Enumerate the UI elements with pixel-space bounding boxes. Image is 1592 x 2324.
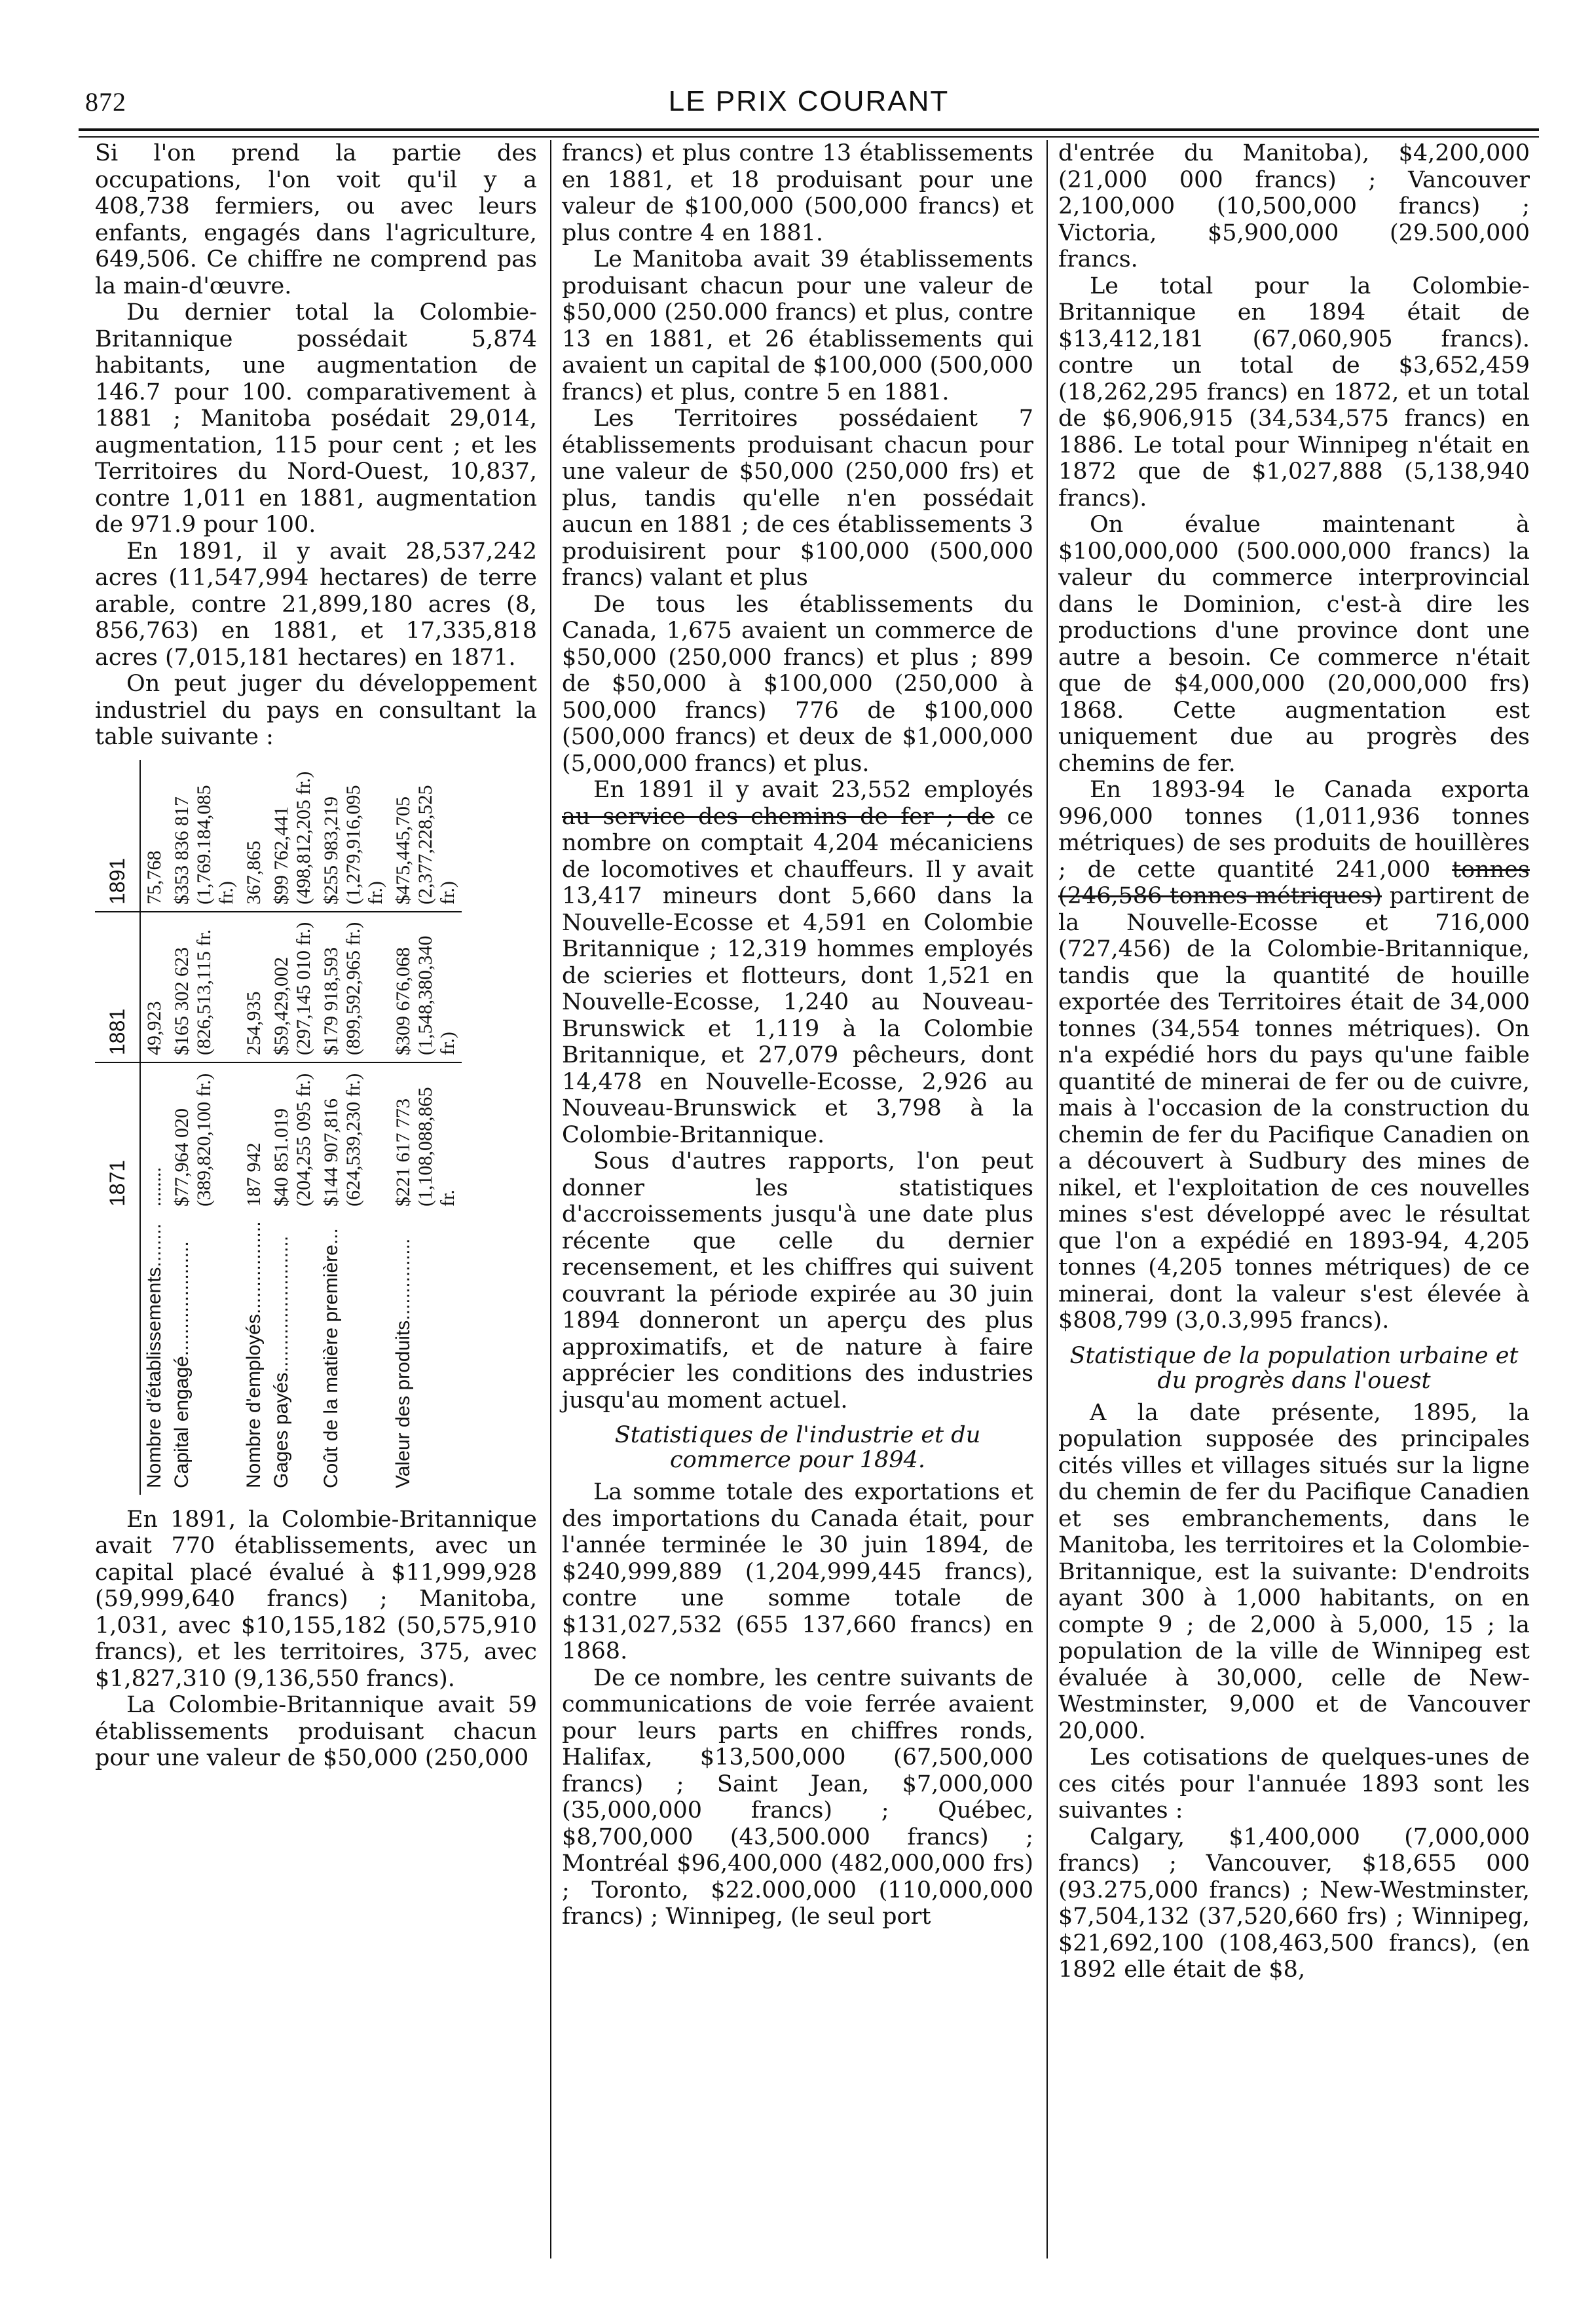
table-header-year: 1871: [95, 1062, 140, 1213]
table-row: [390, 760, 462, 1495]
paragraph: En 1891, la Colombie-Britannique avait 770 établissements, avec un capital placé évalué à $11,999,928 (59,999,640 francs) ; Manitoba, 1,031, avec $10,155,182 (50,575,910 francs), et les territoires, 375, avec $1,827,310 (9,136,550 francs).: [95, 1506, 537, 1692]
table-row-label: Nombre d'employés.................: [243, 1220, 265, 1488]
table-cell: $144 907,816 (624,539,230 fr.): [320, 1073, 364, 1207]
paragraph: En 1891, il y avait 28,537,242 acres (11,547,994 hectares) de terre arable, contre 21,899,180 acres (8, 856,763) en 1881, et 17,335,818 acres (7,015,181 hectares) en 1871.: [95, 538, 537, 671]
paragraph: Les Territoires possédaient 7 établissements produisant chacun pour une valeur de $50,000 (250,000 frs) et plus, tandis qu'elle n'en possédait aucun en 1881 ; de ces établissements 3 produisirent pour $100,000 (500,000 francs) valant et plus: [562, 405, 1033, 591]
table-header-row: [95, 760, 140, 1495]
paragraph: En 1891 il y avait 23,552 employés au service des chemins de fer ; de ce nombre on comptait 4,204 mécaniciens de locomotives et chauffeurs. Il y avait 13,417 mineurs dont 5,660 dans la Nouvelle-Ecosse et 4,591 en Colombie Britannique ; 12,319 hommes employés de scieries et flotteurs, dont 1,521 en Nouvelle-Ecosse, 1,240 au Nouveau-Brunswick et 1,119 à la Colombie Britannique, et 27,079 pêcheurs, dont 14,478 en Nouvelle-Ecosse, 2,926 au Nouveau-Brunswick et 3,798 à la Colombie-Britannique.: [562, 777, 1033, 1148]
header-rule: [79, 128, 1539, 131]
table-cell: 75,768: [140, 760, 168, 912]
table-cell: $221 617 773 (1,108,088,865 fr.: [392, 1087, 458, 1207]
page-number: 872: [85, 87, 126, 117]
paragraph: On peut juger du développement industriel du pays en consultant la table suivante :: [95, 671, 537, 750]
paragraph: Du dernier total la Colombie-Britannique possédait 5,874 habitants, une augmentation de 146.7 pour 100. comparativement à 1881 ; Manitoba posédait 29,014, augmentation, 115 pour cent ; et les Territoires du Nord-Ouest, 10,837, contre 1,011 en 1881, augmentation de 971.9 pour 100.: [95, 299, 537, 538]
struck-text: au service des chemins de fer ; de: [562, 803, 995, 830]
table-cell: 254,935: [240, 912, 268, 1062]
table-row-label: Valeur des produits...............: [392, 1238, 414, 1488]
header-rule-thin: [79, 136, 1539, 138]
paragraph: Calgary, $1,400,000 (7,000,000 francs) ; Vancouver, $18,655 000 (93.275,000 francs) ; New-Westminster, $7,504,132 (37,520,660 frs) ; Winnipeg, $21,692,100 (108,463,500 francs), (en 1892 elle était de $8,: [1058, 1824, 1530, 1983]
table-row: [240, 760, 268, 1495]
table-header-year: 1881: [95, 912, 140, 1062]
paragraph: On évalue maintenant à $100,000,000 (500.000,000 francs) la valeur du commerce interprovincial dans le Dominion, c'est-à dire les productions d'une province dont une autre a besoin. Ce commerce n'était que de $4,000,000 (20,000,000 frs) 1868. Cette augmentation est uniquement due au progrès des chemins de fer.: [1058, 512, 1530, 777]
paragraph: En 1893-94 le Canada exporta 996,000 tonnes (1,011,936 tonnes métriques) de ses produits de houillères ; de cette quantité 241,000 tonnes (246,586 tonnes métriques) partirent de la Nouvelle-Ecosse et 716,000 (727,456) de la Colombie-Britannique, tandis que la quantité de houille exportée des Territoires était de 34,000 tonnes (34,554 tonnes métriques). On n'a expédié hors du pays qu'une faible quantité de minerai de fer ou de cuivre, mais à l'occasion de la construction du chemin de fer du Pacifique Canadien on a découvert à Sudbury des mines de nikel, et l'exploitation de ces nouvelles mines s'est développé avec le résultat que l'on a expédié en 1893-94, 4,205 tonnes (4,205 tonnes métriques) de ce minerai, dont la valeur s'est élevée à $808,799 (3,0.3,995 francs).: [1058, 777, 1530, 1334]
table-cell: ........: [143, 1167, 165, 1207]
table-cell: $255 983,219 (1,279,916,095 fr.): [318, 760, 390, 912]
table-row: [168, 760, 240, 1495]
paragraph: d'entrée du Manitoba), $4,200,000 (21,000 000 francs) ; Vancouver 2,100,000 (10,500,000 francs) ; Victoria, $5,900,000 (29.500,000 francs.: [1058, 140, 1530, 272]
industry-table: [95, 760, 537, 1495]
table-cell: $353 836 817 (1,769.184,085 fr.): [168, 760, 240, 912]
paragraph: Si l'on prend la partie des occupations, l'on voit qu'il y a 408,738 fermiers, ou avec leurs enfants, engagés dans l'agriculture, 649,506. Ce chiffre ne comprend pas la main-d'œuvre.: [95, 140, 537, 299]
industry-table-rotated: [95, 760, 537, 1495]
table-cell: $179 918,593 (899,592,965 fr.): [318, 912, 390, 1062]
table-header-empty: [95, 1213, 140, 1495]
table-cell: $40 851.019 (204,255 095 fr.): [270, 1073, 314, 1207]
table-row: [318, 760, 390, 1495]
column-divider: [1046, 140, 1048, 2258]
table-row: [140, 760, 168, 1495]
column-1: [95, 140, 537, 1772]
paragraph: Le Manitoba avait 39 établissements produisant chacun pour une valeur de $50,000 (250.000 francs) et plus, contre 13 en 1881, et 26 établissements qui avaient un capital de $100,000 (500,000 francs) et plus, contre 5 en 1881.: [562, 246, 1033, 405]
paragraph: francs) et plus contre 13 établissements en 1881, et 18 produisant pour une valeur de $100,000 (500,000 francs) et plus contre 4 en 1881.: [562, 140, 1033, 246]
column-2: [562, 140, 1033, 1930]
table-cell: 49,923: [140, 912, 168, 1062]
running-title: LE PRIX COURANT: [668, 85, 950, 117]
table-cell: $59,429,002 (297,145 010 fr.): [268, 912, 318, 1062]
column-divider: [550, 140, 551, 2258]
table-cell: $77,964 020 (389,820,100 fr.): [171, 1073, 215, 1207]
paragraph: Les cotisations de quelques-unes de ces cités pour l'annuée 1893 sont les suivantes :: [1058, 1744, 1530, 1824]
table-cell: $475,445,705 (2,377,228,525 fr.): [390, 760, 462, 912]
table-header-year: 1891: [95, 760, 140, 912]
table-row: [268, 760, 318, 1495]
section-heading: Statistique de la population urbaine et du progrès dans l'ouest: [1069, 1342, 1519, 1394]
table-cell: $309 676,068 (1,548,380,340 fr.): [390, 912, 462, 1062]
paragraph: De ce nombre, les centre suivants de communications de voie ferrée avaient pour leurs parts en chiffres ronds, Halifax, $13,500,000 (67,500,000 francs) ; Saint Jean, $7,000,000 (35,000,000 francs) ; Québec, $8,700,000 (43,500.000 francs) ; Montréal $96,400,000 (482,000,000 frs) ; Toronto, $22.000,000 (110,000,000 francs) ; Winnipeg, (le seul port: [562, 1664, 1033, 1930]
table-row-label: Nombre d'établissements........: [143, 1223, 165, 1488]
struck-text: tonnes (246,586 tonnes métriques): [1058, 856, 1530, 909]
paragraph: De tous les établissements du Canada, 1,675 avaient un commerce de $50,000 (250,000 francs) et plus ; 899 de $50,000 à $100,000 (250,000 à 500,000 francs) 776 de $100,000 (500,000 francs) et deux de $1,000,000 (5,000,000 francs) et plus.: [562, 591, 1033, 777]
page-header: [79, 79, 1539, 124]
column-3: [1058, 140, 1530, 1983]
table-row-label: Capital engagé.....................: [171, 1241, 193, 1488]
paragraph: Le total pour la Colombie-Britannique en 1894 était de $13,412,181 (67,060,905 francs). contre un total de $3,652,459 (18,262,295 francs) en 1872, et un total de $6,906,915 (34,534,575 francs) en 1886. Le total pour Winnipeg n'était en 1872 que de $1,027,888 (5,138,940 francs).: [1058, 272, 1530, 512]
table-cell: $165 302 623 (826,513,115 fr.: [168, 912, 240, 1062]
table-cell: $99 762,441 (498,812,205 fr.): [268, 760, 318, 912]
paragraph: Sous d'autres rapports, l'on peut donner les statistiques d'accroissements jusqu'à une date plus récente que celle du dernier recensement, et les chiffres qui suivent couvrant la période expirée au 30 juin 1894 donneront un aperçu des plus approximatifs, et de nature à faire apprécier les conditions des industries jusqu'au moment actuel.: [562, 1148, 1033, 1414]
table-cell: 187 942: [243, 1142, 265, 1207]
table-cell: 367,865: [240, 760, 268, 912]
section-heading: Statistiques de l'industrie et du commerce pour 1894.: [614, 1422, 981, 1473]
table-row-label: Gages payés.........................: [270, 1235, 292, 1488]
table-row-label: Coût de la matière première...: [320, 1228, 342, 1488]
paragraph: A la date présente, 1895, la population supposée des principales cités villes et villages situés sur la ligne du chemin de fer du Pacifique Canadien et ses embranchements, dans le Manitoba, les territoires et la Colombie-Britannique, est la suivante: D'endroits ayant 300 à 1,000 habitants, on en compte 9 ; de 2,000 à 5,000, 15 ; la population de la ville de Winnipeg est évaluée à 30,000, celle de New-Westminster, 9,000 et de Vancouver 20,000.: [1058, 1399, 1530, 1744]
paragraph: La somme totale des exportations et des importations du Canada était, pour l'année terminée le 30 juin 1894, de $240,999,889 (1,204,999,445 francs), contre une somme totale de $131,027,532 (655 137,660 francs) en 1868.: [562, 1479, 1033, 1664]
industry-table-grid: [95, 760, 462, 1495]
paragraph: La Colombie-Britannique avait 59 établissements produisant chacun pour une valeur de $50,000 (250,000: [95, 1692, 537, 1771]
